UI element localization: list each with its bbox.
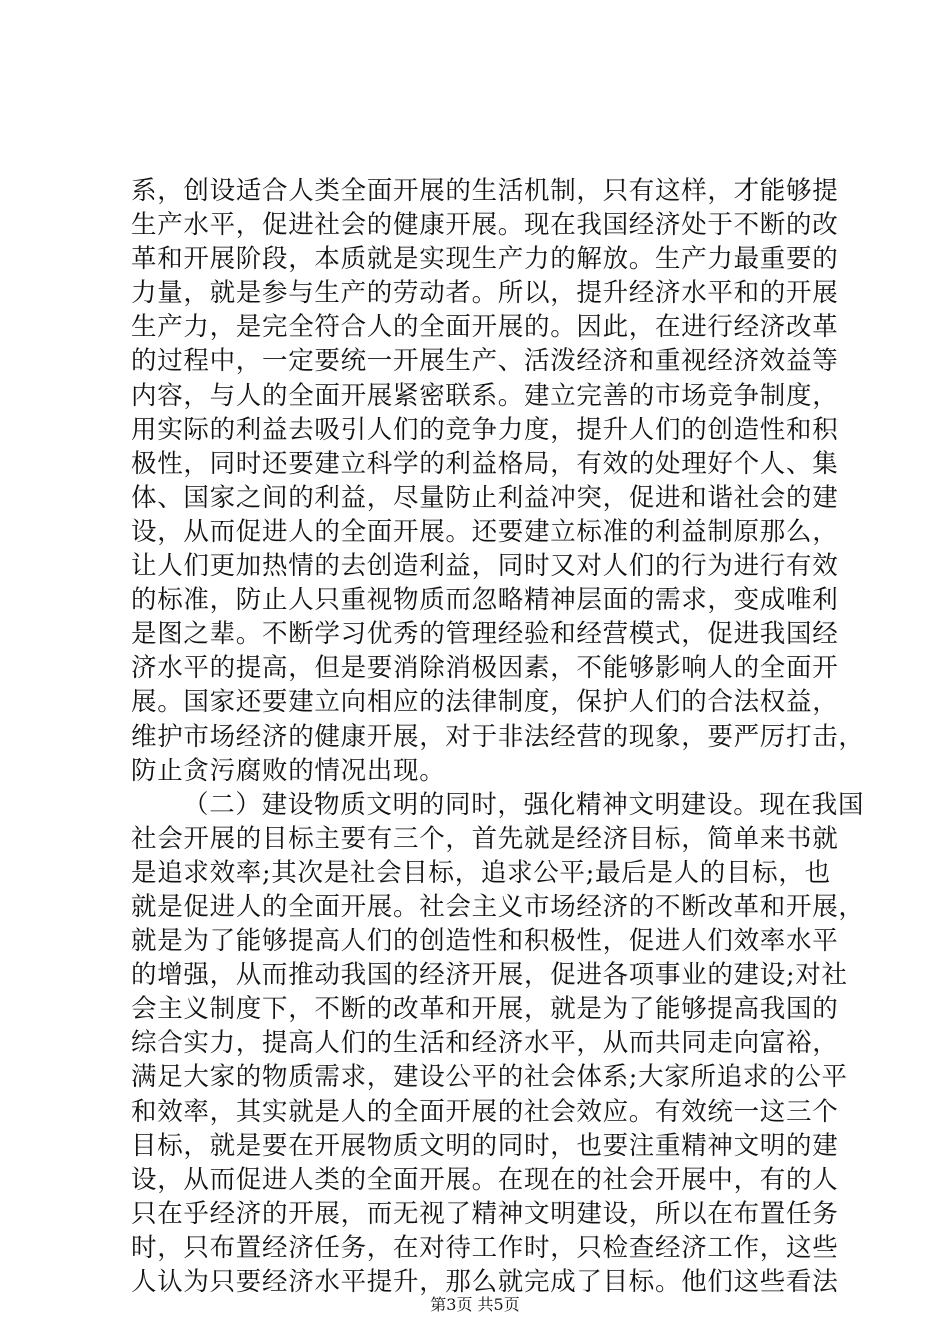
section-heading-line: （二）建设物质文明的同时，强化精神文明建设。现在我国 [183,789,865,820]
page-footer [0,1295,950,1315]
text-line: 内容，与人的全面开展紧密联系。建立完善的市场竞争制度， [131,380,839,411]
text-line: 体、国家之间的利益，尽量防止利益冲突，促进和谐社会的建 [131,482,839,513]
text-line: 满足大家的物质需求，建设公平的社会体系;大家所追求的公平 [131,1062,848,1093]
page-number: 第3页 共5页 [430,1295,520,1314]
text-line: 生产水平，促进社会的健康开展。现在我国经济处于不断的改 [131,210,839,241]
text-line: 就是促进人的全面开展。社会主义市场经济的不断改革和开展， [131,891,865,922]
text-line: 是图之辈。不断学习优秀的管理经验和经营模式，促进我国经 [131,619,839,650]
text-line: 人认为只要经济水平提升，那么就完成了目标。他们这些看法 [131,1267,839,1297]
text-line: 设，从而促进人类的全面开展。在现在的社会开展中，有的人 [131,1164,839,1195]
text-line: 就是为了能够提高人们的创造性和积极性，促进人们效率水平 [131,926,839,957]
text-line: 是追求效率;其次是社会目标，追求公平;最后是人的目标，也 [131,857,831,888]
text-line: 系，创设适合人类全面开展的生活机制，只有这样，才能够提 [131,176,839,206]
text-line: 展。国家还要建立向相应的法律制度，保护人们的合法权益， [131,687,839,718]
text-line: 让人们更加热情的去创造利益，同时又对人们的行为进行有效 [131,551,839,582]
text-line: 济水平的提高，但是要消除消极因素，不能够影响人的全面开 [131,653,839,684]
body-text [131,174,865,1299]
text-line: 革和开展阶段，本质就是实现生产力的解放。生产力最重要的 [131,244,839,275]
text-line: 社会开展的目标主要有三个，首先就是经济目标，简单来书就 [131,823,839,854]
text-line: 维护市场经济的健康开展，对于非法经营的现象，要严厉打击， [131,721,865,752]
text-line: 的过程中，一定要统一开展生产、活泼经济和重视经济效益等 [131,346,839,377]
text-line: 极性，同时还要建立科学的利益格局，有效的处理好个人、集 [131,448,839,479]
text-line: 的增强，从而推动我国的经济开展，促进各项事业的建设;对社 [131,960,848,991]
text-line: 和效率，其实就是人的全面开展的社会效应。有效统一这三个 [131,1096,839,1127]
text-line: 综合实力，提高人们的生活和经济水平，从而共同走向富裕， [131,1028,839,1059]
text-line: 目标，就是要在开展物质文明的同时，也要注重精神文明的建 [131,1130,839,1161]
text-line: 会主义制度下，不断的改革和开展，就是为了能够提高我国的 [131,994,839,1025]
text-line: 只在乎经济的开展，而无视了精神文明建设，所以在布置任务 [131,1198,839,1229]
text-line: 防止贪污腐败的情况出现。 [131,755,446,786]
text-line: 时，只布置经济任务，在对待工作时，只检查经济工作，这些 [131,1232,839,1263]
text-line: 的标准，防止人只重视物质而忽略精神层面的需求，变成唯利 [131,585,839,616]
text-line: 生产力，是完全符合人的全面开展的。因此，在进行经济改革 [131,312,839,343]
text-line: 用实际的利益去吸引人们的竞争力度，提升人们的创造性和积 [131,414,839,445]
text-line: 力量，就是参与生产的劳动者。所以，提升经济水平和的开展 [131,278,839,309]
text-line: 设，从而促进人的全面开展。还要建立标准的利益制原那么， [131,516,839,547]
